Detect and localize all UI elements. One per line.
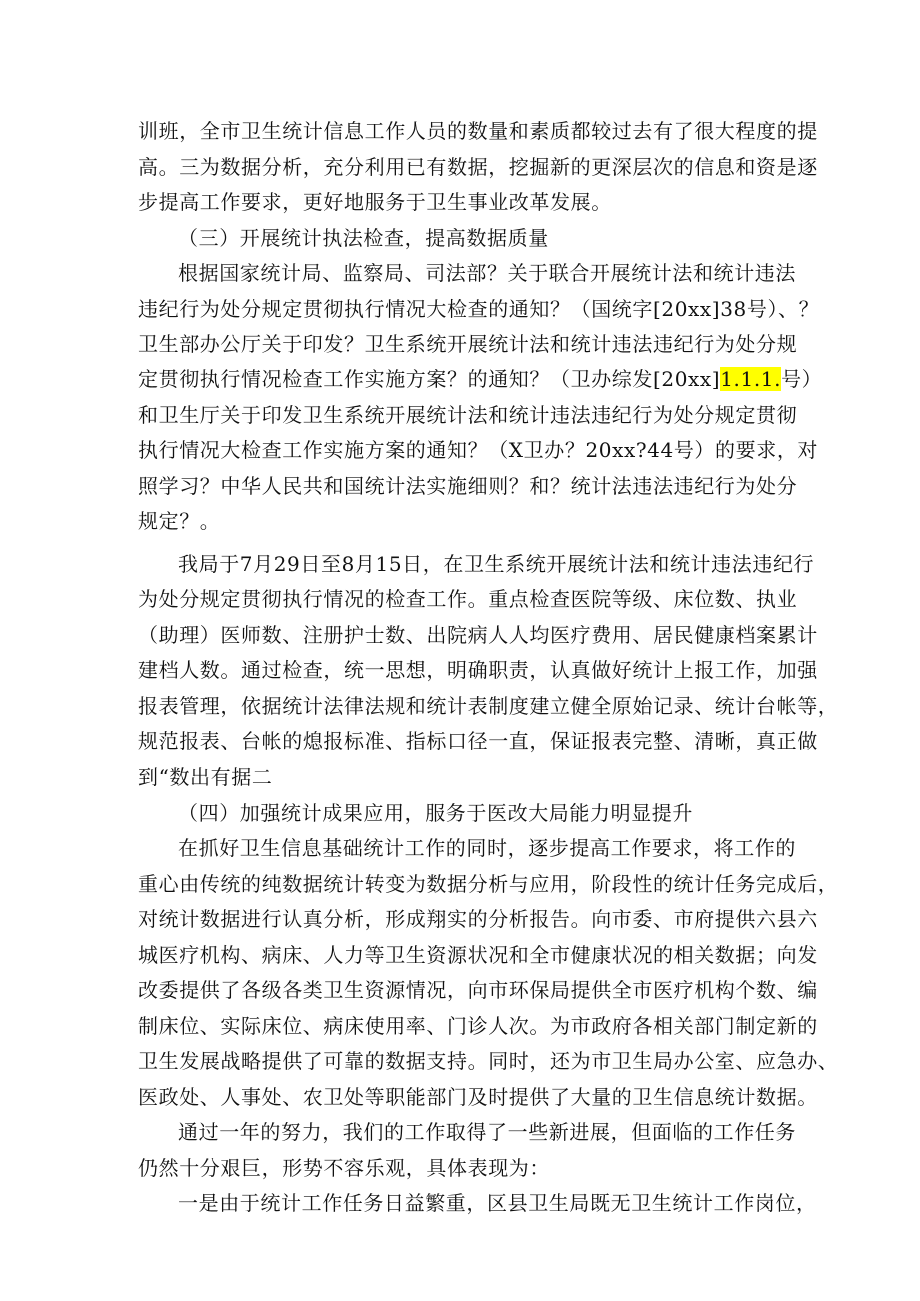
paragraph-line: 通过一年的努力，我们的工作取得了一些新进展，但面临的工作任务 xyxy=(178,1120,796,1144)
paragraph-line: 我局于7月29日至8月15日，在卫生系统开展统计法和统计违法违纪行 xyxy=(178,552,815,576)
paragraph-line: 卫生部办公厅关于印发？卫生系统开展统计法和统计违法违纪行为处分规 xyxy=(138,332,798,356)
text-segment: 定贯彻执行情况检查工作实施方案？的通知？（卫办综发[20xx] xyxy=(138,367,721,391)
section-heading: （三）开展统计执法检查，提高数据质量 xyxy=(178,226,549,250)
paragraph-line: 根据国家统计局、监察局、司法部？关于联合开展统计法和统计违法 xyxy=(178,261,796,285)
paragraph-line: 医政处、人事处、农卫处等职能部门及时提供了大量的卫生信息统计数据。 xyxy=(138,1085,818,1109)
paragraph-line: 重心由传统的纯数据统计转变为数据分析与应用，阶段性的统计任务完成后， xyxy=(138,872,839,896)
paragraph-line: 在抓好卫生信息基础统计工作的同时，逐步提高工作要求，将工作的 xyxy=(178,836,796,860)
paragraph-line: 城医疗机构、病床、人力等卫生资源状况和全市健康状况的相关数据；向发 xyxy=(138,943,818,967)
paragraph-line: 建档人数。通过检查，统一思想，明确职责，认真做好统计上报工作，加强 xyxy=(138,658,818,682)
paragraph-line: 为处分规定贯彻执行情况的检查工作。重点检查医院等级、床位数、执业 xyxy=(138,587,798,611)
paragraph-line: 训班，全市卫生统计信息工作人员的数量和素质都较过去有了很大程度的提 xyxy=(138,119,818,143)
paragraph-line: 一是由于统计工作任务日益繁重，区县卫生局既无卫生统计工作岗位， xyxy=(178,1191,817,1215)
paragraph-line: 规范报表、台帐的熄报标准、指标口径一直，保证报表完整、清晰，真正做 xyxy=(138,729,818,753)
paragraph-line: 规定？。 xyxy=(138,509,221,533)
highlighted-text: 1.1.1. xyxy=(720,367,782,391)
paragraph-line xyxy=(138,362,822,396)
paragraph-line: 卫生发展战略提供了可靠的数据支持。同时，还为市卫生局办公室、应急办、 xyxy=(138,1049,839,1073)
paragraph-line: 高。三为数据分析，充分利用已有数据，挖掘新的更深层次的信息和资是逐 xyxy=(138,155,818,179)
paragraph-line: 报表管理，依据统计法律法规和统计表制度建立健全原始记录、统计台帐等， xyxy=(138,694,839,718)
paragraph-line: 步提高工作要求，更好地服务于卫生事业改革发展。 xyxy=(138,190,612,214)
paragraph-line: 制床位、实际床位、病床使用率、门诊人次。为市政府各相关部门制定新的 xyxy=(138,1014,818,1038)
section-heading: （四）加强统计成果应用，服务于医改大局能力明显提升 xyxy=(178,801,693,825)
paragraph-line: 仍然十分艰巨，形势不容乐观，具体表现为： xyxy=(138,1156,550,1180)
paragraph-line: （助理）医师数、注册护士数、出院病人人均医疗费用、居民健康档案累计 xyxy=(138,623,818,647)
paragraph-line: 照学习？中华人民共和国统计法实施细则？和？统计法违法违纪行为处分 xyxy=(138,474,798,498)
text-segment: 号） xyxy=(781,367,823,391)
paragraph-line: 违纪行为处分规定贯彻执行情况大检查的通知？（国统字[20xx]38号）、？ xyxy=(138,297,820,321)
paragraph-line: 和卫生厅关于印发卫生系统开展统计法和统计违法违纪行为处分规定贯彻 xyxy=(138,403,798,427)
paragraph-line: 执行情况大检查工作实施方案的通知？（X卫办？20xx?44号）的要求，对 xyxy=(138,438,819,462)
paragraph-line: 对统计数据进行认真分析，形成翔实的分析报告。向市委、市府提供六县六 xyxy=(138,907,818,931)
paragraph-line: 改委提供了各级各类卫生资源情况，向市环保局提供全市医疗机构个数、编 xyxy=(138,978,818,1002)
paragraph-line: 到“数出有据二 xyxy=(138,765,273,789)
